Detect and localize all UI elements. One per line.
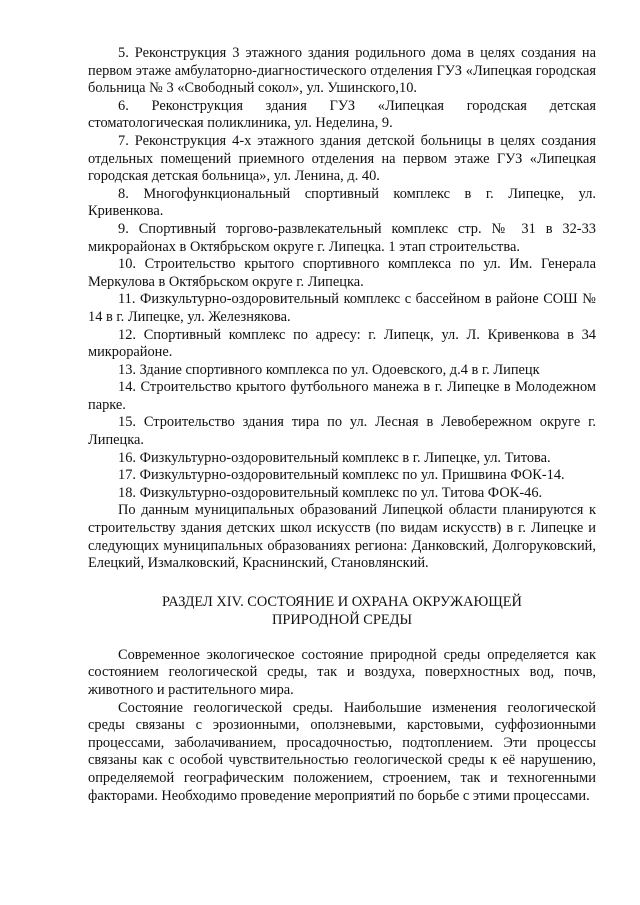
schools-paragraph: По данным муниципальных образований Липецкой области планируются к строительству здания детских школ искусств (по видам искусств) в г. Липецке и следующих муниципальных образованиях региона: Данковский, Долгоруковский, Елецкий, Измалковский, Краснинский, Становлянский. [88,502,596,572]
list-item-9: 9. Спортивный торгово-развлекательный комплекс стр. № 31 в 32-33 микрорайонах в Октябрьском округе г. Липецка. 1 этап строительства. [88,220,596,255]
list-item-13: 13. Здание спортивного комплекса по ул. Одоевского, д.4 в г. Липецк [118,361,540,378]
list-item-17: 17. Физкультурно-оздоровительный комплекс по ул. Пришвина ФОК-14. [118,467,565,484]
list-item-10: 10. Строительство крытого спортивного комплекса по ул. Им. Генерала Меркулова в Октябрьском округе г. Липецка. [88,256,596,290]
list-item-6: 6. Реконструкция здания ГУЗ «Липецкая городская детская стоматологическая поликлиника, ул. Неделина, 9. [88,97,596,132]
section-heading-line-1: РАЗДЕЛ XIV. СОСТОЯНИЕ И ОХРАНА ОКРУЖАЮЩЕЙ [162,593,522,610]
list-item-16: 16. Физкультурно-оздоровительный комплекс в г. Липецке, ул. Титова. [118,449,551,466]
document-page [88,45,596,805]
list-item-15: 15. Строительство здания тира по ул. Лесная в Левобережном округе г. Липецка. [88,414,596,449]
section-heading-line-2: ПРИРОДНОЙ СРЕДЫ [272,611,412,628]
list-item-14: 14. Строительство крытого футбольного манежа в г. Липецке в Молодежном парке. [88,379,596,413]
list-item-18: 18. Физкультурно-оздоровительный комплекс по ул. Титова ФОК-46. [118,484,543,501]
list-item-7: 7. Реконструкция 4-х этажного здания детской больницы в целях создания отдельных помещений приемного отделения на первом этаже ГУЗ «Липецкая городская детская больница», ул. Ленина, д. 40. [88,132,596,185]
list-item-11: 11. Физкультурно-оздоровительный комплекс с бассейном в районе СОШ № 14 в г. Липецке, ул. Железнякова. [88,291,596,325]
geology-paragraph: Состояние геологической среды. Наибольшие изменения геологической среды связаны с эрозионными, оползневыми, карстовыми, суффозионными процессами, заболачиванием, просадочностью, подтоплением. Эти процессы связаны как с особой чувствительностью геологической среды к её нарушению, определяемой географическим положением, строением, так и техногенными факторами. Необходимо проведение мероприятий по борьбе с этими процессами. [88,699,596,804]
intro-paragraph: Современное экологическое состояние природной среды определяется как состоянием геологической среды, так и воздуха, поверхностных вод, почв, животного и растительного мира. [88,646,596,698]
list-item-8: 8. Многофункциональный спортивный комплекс в г. Липецке, ул. Кривенкова. [88,185,596,220]
section-heading [88,593,596,629]
list-item-5: 5. Реконструкция 3 этажного здания родильного дома в целях создания на первом этаже амбулаторно-диагностического отделения ГУЗ «Липецкая городская больница № 3 «Свободный сокол», ул. Ушинского,10. [88,45,596,97]
list-item-12: 12. Спортивный комплекс по адресу: г. Липецк, ул. Л. Кривенкова в 34 микрорайоне. [88,326,596,361]
